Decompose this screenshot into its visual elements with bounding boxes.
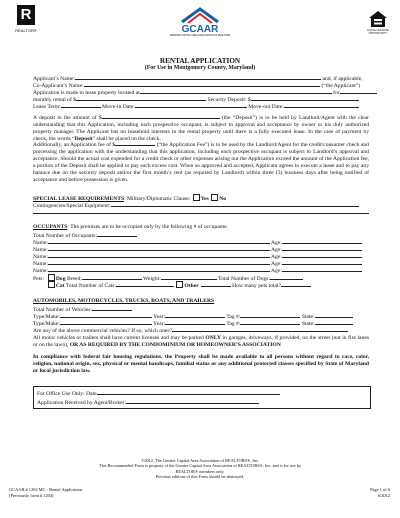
security-deposit-label: Security Deposit: $ — [207, 97, 251, 103]
military-no-checkbox[interactable] — [211, 194, 218, 201]
military-yes-label: Yes — [200, 196, 209, 202]
deposit-lead: A deposit in the amount of $ — [33, 115, 102, 121]
vehicle-row — [33, 312, 369, 319]
applicant-name-field[interactable] — [75, 74, 321, 80]
vehicle-tag-field[interactable] — [240, 312, 300, 318]
occupant-row — [33, 266, 369, 273]
fee-text: (“the Application Fee”) is to be used by the Landlord/Agent for the credit/consumer check and processing the application with the understanding that this application, including each prospective occupant is subject to Landlord’s approval and acceptance. Should the actual cost expended for a credit check or other expenses arising out the Application exceed the amount of the Application fee, a portion of the Deposit shall be applied to pay such excess cost. When so approved and accepted, Applicant agrees to execute a lease and to pay any balance due on the security deposit and/or the first month’s rent (as required by Landlord) within three (3) business days after being notified of acceptance and before possession is given. — [33, 142, 369, 183]
occupant-name-label: Name: — [33, 254, 48, 260]
occupant-row — [33, 259, 369, 266]
other-field[interactable] — [201, 281, 231, 287]
weight-field[interactable] — [161, 274, 217, 280]
contingencies-field[interactable] — [111, 201, 359, 207]
special-lease-heading: SPECIAL LEASE REQUIREMENTS — [33, 196, 125, 202]
occupant-age-label: Age: — [271, 261, 282, 267]
total-cats-field[interactable] — [116, 281, 174, 287]
weight-label: Weight: — [143, 276, 161, 282]
vehicle-tag-label: Tag #: — [226, 321, 241, 327]
office-date-field[interactable] — [97, 389, 280, 395]
monthly-rental-field[interactable] — [76, 95, 206, 101]
received-by-label: Application Received by Agent/Broker: — [37, 400, 127, 406]
form-date: 6/2012 — [377, 492, 390, 498]
total-dogs-field[interactable] — [270, 274, 303, 280]
co-applicant-label: Co-Applicant’s Name: — [33, 83, 84, 89]
occupants-heading: OCCUPANTS — [33, 224, 68, 230]
parking-text2: in garages, driveways, if provided, on the street (not in fire lanes or on the lawn), — [33, 335, 369, 348]
occupant-age-field[interactable] — [282, 245, 362, 251]
cat-checkbox[interactable] — [48, 281, 55, 288]
page-number: Page 1 of 6 — [370, 487, 390, 492]
deposit-paragraph — [33, 113, 369, 143]
copyright-line-1: ©2012, The Greater Capital Area Association of REALTORS®, Inc. — [141, 458, 259, 463]
how-many-pets-label: How many pets total? — [232, 283, 282, 289]
deposit-end: ” shall be placed on the check. — [92, 135, 161, 142]
move-out-date-label: Move-out Date: — [248, 104, 284, 110]
other-checkbox[interactable] — [176, 281, 183, 288]
occupant-name-field[interactable] — [48, 245, 270, 251]
gcaar-logo-subtitle: GREATER CAPITAL AREA ASSOCIATION OF REALTORS — [169, 35, 231, 37]
vehicle-state-field[interactable] — [315, 312, 353, 318]
footer-right — [370, 487, 390, 498]
co-applicant-field[interactable] — [84, 81, 320, 87]
occupant-age-label: Age: — [271, 254, 282, 260]
for-label: for — [333, 90, 340, 96]
occupants-row — [33, 224, 228, 231]
vehicle-tag-field[interactable] — [240, 319, 300, 325]
received-by-field[interactable] — [126, 398, 259, 404]
fair-housing-statement: In compliance with federal fair housing regulations, the Property shall be made available to all persons without regard to race, color, religion, national origin, sex, physical or mental handicaps, familial status or any additional protected classes specified by State of Maryland or local jurisdiction law. — [33, 354, 369, 374]
form-id: GCAAR # 1204 MC - Rental Application — [9, 487, 83, 492]
deposit-text: (the “Deposit”) is to be held by Landlord/Agent with the clear understanding that this Application, including each prospective occupant, is subject to approval and acceptance by owner or his duly authorized property manager. The Applicant has no leasehold interests in the rental property until there is a fully executed lease. In the case of payment by check, the words “ — [33, 115, 370, 142]
previous-form-id: (Previously form # 1204) — [9, 492, 54, 498]
pets-label: Pets: — [33, 276, 44, 282]
realtor-logo — [11, 5, 41, 39]
for-field[interactable] — [340, 88, 377, 94]
occupant-name-label: Name: — [33, 268, 48, 274]
form-title: RENTAL APPLICATION — [159, 57, 241, 65]
dog-label: Dog — [55, 276, 66, 282]
vehicle-state-field[interactable] — [315, 319, 353, 325]
gcaar-logo-text: GCAAR — [181, 24, 219, 35]
vehicle-year-label: Year: — [153, 314, 166, 320]
security-deposit-field[interactable] — [251, 95, 359, 101]
dog-checkbox[interactable] — [48, 274, 55, 281]
commercial-vehicles-row — [33, 326, 348, 335]
total-occupants-label: Total Number of Occupants: — [33, 233, 97, 239]
vehicle-rows — [33, 312, 369, 326]
copyright-line-3: REALTOR® members only. — [175, 468, 225, 474]
occupant-age-label: Age: — [271, 268, 282, 274]
vehicle-type-field[interactable] — [60, 312, 152, 318]
other-label: Other — [184, 283, 199, 289]
received-by-row — [37, 398, 259, 407]
commercial-question: Are any of the above commercial vehicles? If so, which ones? — [33, 328, 173, 334]
applicant-name-label: Applicant’s Name: — [33, 76, 76, 82]
occupant-age-field[interactable] — [282, 238, 362, 244]
occupant-age-field[interactable] — [282, 266, 362, 272]
occupant-age-field[interactable] — [282, 252, 362, 258]
vehicle-state-label: State: — [301, 314, 315, 320]
deposit-word: Deposit — [74, 135, 93, 142]
occupant-rows — [33, 238, 369, 273]
total-occupants-field[interactable] — [97, 231, 137, 237]
property-address-field[interactable] — [140, 88, 332, 94]
realtor-logo-mark: R — [17, 5, 35, 25]
form-subtitle: (For Use in Montgomery County, Maryland) — [144, 65, 256, 71]
lease-term-field[interactable] — [61, 102, 101, 108]
occupant-name-label: Name: — [33, 240, 48, 246]
vehicle-row — [33, 319, 369, 326]
office-use-box — [33, 386, 371, 409]
footer-left — [9, 487, 82, 498]
military-yes-checkbox[interactable] — [193, 194, 200, 201]
total-cats-label: Total Number of Cats: — [65, 283, 117, 289]
breed-field[interactable] — [82, 274, 142, 280]
equal-housing-logo — [366, 10, 390, 40]
copyright-line-4: Previous editions of this Form should be destroyed. — [155, 474, 245, 480]
office-date-row — [37, 389, 280, 398]
occupant-name-field[interactable] — [48, 259, 270, 265]
occupant-name-label: Name: — [33, 247, 48, 253]
vehicle-year-field[interactable] — [165, 319, 225, 325]
commercial-vehicles-field[interactable] — [172, 326, 348, 332]
application-made-label: Application is made to lease property located at — [33, 90, 140, 96]
equal-housing-house-icon — [368, 10, 388, 28]
vehicle-year-field[interactable] — [165, 312, 225, 318]
move-in-date-label: Move-in Date: — [102, 104, 135, 110]
vehicle-type-label: Type/Make: — [33, 321, 60, 327]
copyright-line-2: This Recommended Form is property of the Greater Capital Area Association of REALTORS®, Inc. and is for use by — [98, 463, 302, 469]
occupant-name-field[interactable] — [48, 238, 270, 244]
occupant-age-field[interactable] — [282, 259, 362, 265]
parking-only: ONLY — [205, 335, 222, 341]
contingencies-label: Contingencies/Special Equipment: — [33, 203, 111, 209]
breed-label: Breed: — [66, 276, 82, 282]
monthly-rental-label: monthly rental of $ — [33, 97, 77, 103]
parking-caps: OR AS REQUIRED BY THE CONDOMINIUM OR HOMEOWNER’S ASSOCIATION — [69, 341, 281, 348]
cat-label: Cat — [55, 283, 65, 289]
deposit-amount-field[interactable] — [102, 113, 220, 119]
how-many-pets-field[interactable] — [281, 281, 311, 287]
move-out-date-field[interactable] — [284, 102, 359, 108]
military-clause-label: : Military/Diplomatic Clause: — [124, 196, 191, 202]
gcaar-logo — [168, 6, 232, 42]
occupant-age-label: Age: — [271, 240, 282, 246]
occupant-row — [33, 238, 369, 245]
and-if-applicable-text: and, if applicable, — [322, 76, 363, 82]
vehicle-type-field[interactable] — [60, 319, 152, 325]
vehicle-state-label: State: — [301, 321, 315, 327]
lease-term-label: Lease Term: — [33, 104, 61, 110]
application-fee-paragraph — [33, 140, 369, 183]
the-applicant-text: (“the Applicant”) — [321, 83, 361, 89]
parking-paragraph — [33, 335, 369, 349]
total-dogs-label: Total Number of Dogs: — [218, 276, 271, 282]
move-in-date-field[interactable] — [135, 102, 247, 108]
lease-term-row — [33, 102, 359, 111]
occupant-row — [33, 245, 369, 252]
realtor-logo-label: REALTOR® — [15, 28, 37, 33]
occupant-name-label: Name: — [33, 261, 48, 267]
total-vehicles-field[interactable] — [92, 305, 132, 311]
vehicle-tag-label: Tag #: — [226, 314, 241, 320]
fee-lead: Additionally, an Application fee of $ — [33, 142, 116, 148]
occupant-name-field[interactable] — [48, 252, 270, 258]
vehicle-type-label: Type/Make: — [33, 314, 60, 320]
parking-text: All motor vehicles or trailers shall have current licenses and may be parked — [33, 335, 206, 341]
gcaar-roof-icon — [180, 6, 220, 24]
vehicle-year-label: Year: — [153, 321, 166, 327]
pets-cat-row — [33, 281, 311, 290]
total-vehicles-label: Total Number of Vehicles: — [33, 307, 93, 313]
occupant-row — [33, 252, 369, 259]
occupant-name-field[interactable] — [48, 266, 270, 272]
copyright-block — [0, 458, 400, 480]
office-use-label: For Office Use Only: Date — [37, 391, 97, 397]
occupants-intro: : The premises are to be occupied only by the following # of occupants: — [67, 224, 228, 230]
vehicles-heading: AUTOMOBILES, MOTORCYCLES, TRUCKS, BOATS, AND TRAILERS — [33, 298, 215, 304]
military-no-label: No — [219, 196, 227, 202]
application-fee-field[interactable] — [115, 140, 155, 146]
contingencies-row — [33, 201, 359, 210]
equal-housing-label: EQUAL HOUSING OPPORTUNITY — [367, 29, 389, 35]
occupant-age-label: Age: — [271, 247, 282, 253]
contingencies-extra-line[interactable] — [33, 213, 369, 214]
